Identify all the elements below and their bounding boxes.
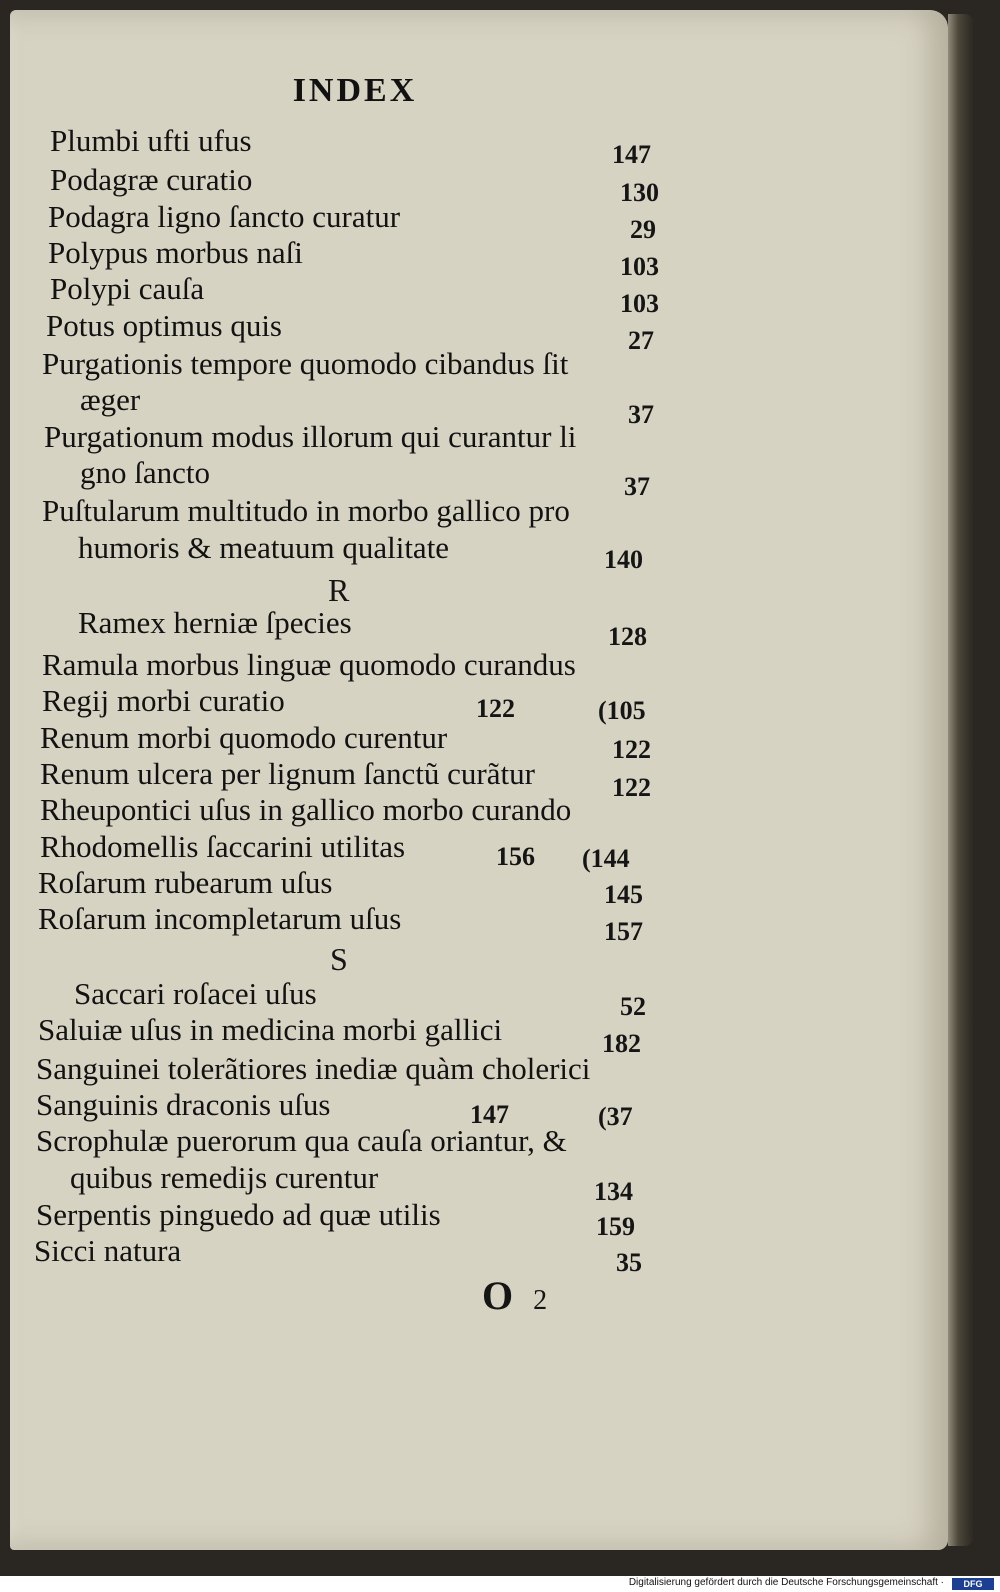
index-entry: æger (80, 382, 141, 417)
index-entry: humoris & meatuum qualitate (78, 530, 450, 565)
page-number: 122 (612, 735, 651, 764)
footer-credit: Digitalisierung gefördert durch die Deutsche Forschungsgemeinschaft · (628, 1577, 944, 1588)
page-title: INDEX (292, 72, 418, 109)
page-number: 134 (594, 1177, 633, 1206)
index-entry: Podagra ligno ſancto curatur (48, 199, 401, 234)
page-number: 147 (612, 140, 651, 169)
index-entry: Saluiæ uſus in medicina morbi gallici (38, 1012, 503, 1047)
index-entry: Saccari roſacei uſus (74, 976, 317, 1011)
page-number: 27 (628, 326, 654, 355)
page-number: 103 (620, 289, 659, 318)
page-number: 37 (628, 400, 654, 429)
page-number: 128 (608, 622, 647, 651)
index-entry: Regij morbi curatio (42, 683, 285, 718)
section-letter-s: S (330, 941, 348, 977)
page-number: 140 (604, 545, 643, 574)
page-number: 156 (496, 842, 535, 871)
page-edge-shadow (948, 14, 974, 1546)
index-entry: Polypus morbus naſi (48, 235, 303, 270)
page-number: (37 (598, 1102, 633, 1131)
signature-mark (482, 1272, 547, 1319)
page-number: 35 (616, 1248, 642, 1277)
index-entry: gno ſancto (80, 455, 210, 490)
index-entry: Purgationis tempore quomodo cibandus ſit (42, 346, 569, 381)
page-number: 145 (604, 880, 643, 909)
page-number: (105 (598, 696, 646, 725)
page-number: 157 (604, 917, 643, 946)
page-number: 122 (612, 773, 651, 802)
signature-number: 2 (533, 1285, 548, 1316)
section-letter-r: R (328, 572, 350, 608)
index-entry: Roſarum rubearum uſus (38, 865, 333, 900)
index-entry: Puſtularum multitudo in morbo gallico pro (42, 493, 570, 528)
index-entry: Polypi cauſa (50, 271, 205, 306)
index-entry: Potus optimus quis (46, 308, 282, 343)
index-entry: Roſarum incompletarum uſus (38, 901, 402, 936)
signature-letter: O (482, 1273, 514, 1318)
page-number: 159 (596, 1212, 635, 1241)
index-entry: Ramex herniæ ſpecies (78, 605, 352, 640)
index-entry: Sanguinei tolerãtiores inediæ quàm cholerici (36, 1051, 591, 1086)
dfg-logo[interactable]: DFG (952, 1578, 994, 1590)
page-number: 130 (620, 178, 659, 207)
index-entry: Rhodomellis ſaccarini utilitas (40, 829, 406, 864)
page-number: 37 (624, 472, 650, 501)
index-entry: Serpentis pinguedo ad quæ utilis (36, 1197, 441, 1232)
page-number: (144 (582, 844, 630, 873)
page-number: 103 (620, 252, 659, 281)
index-entry: Podagræ curatio (50, 162, 253, 197)
index-entry: Sanguinis draconis uſus (36, 1087, 331, 1122)
footer-bar (0, 1576, 1000, 1592)
page-number: 147 (470, 1100, 509, 1129)
index-entry: Ramula morbus linguæ quomodo curandus (42, 647, 576, 682)
index-entry: quibus remedijs curentur (70, 1160, 379, 1195)
index-entry: Purgationum modus illorum qui curantur li (44, 419, 577, 454)
index-entry: Renum morbi quomodo curentur (40, 720, 448, 755)
page-number: 122 (476, 694, 515, 723)
index-entry: Rheupontici uſus in gallico morbo curando (40, 792, 572, 827)
index-entry: Plumbi ufti ufus (50, 123, 252, 158)
index-entry: Scrophulæ puerorum qua cauſa oriantur, & (36, 1123, 567, 1158)
page-number: 52 (620, 992, 646, 1021)
page-number: 182 (602, 1029, 641, 1058)
index-entry: Renum ulcera per lignum ſanctũ curãtur (40, 756, 535, 791)
page-number: 29 (630, 215, 656, 244)
index-entry: Sicci natura (34, 1233, 182, 1268)
